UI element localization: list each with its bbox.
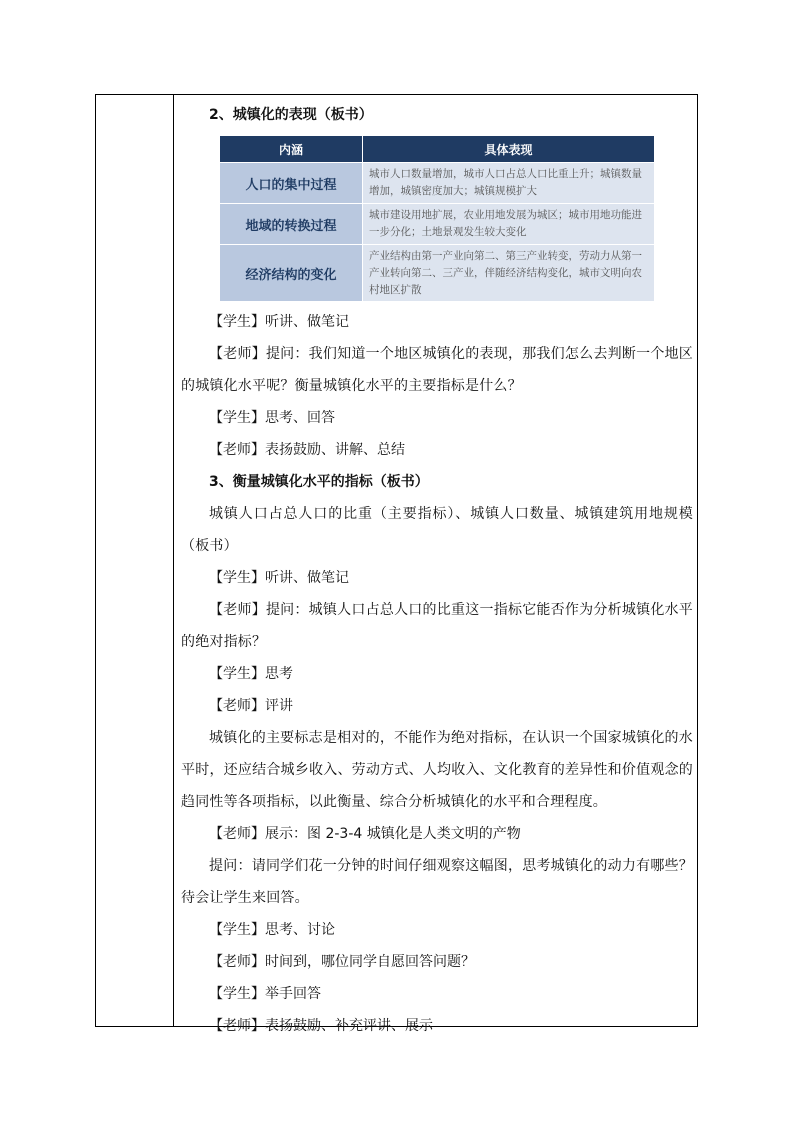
- line-teacher-4: 【老师】展示：图 2-3-4 城镇化是人类文明的产物: [209, 826, 521, 842]
- table-row: [220, 245, 655, 302]
- line-teacher-5: 【老师】时间到，哪位同学自愿回答问题？: [209, 954, 475, 970]
- indicator-paragraph: 城镇人口占总人口的比重（主要指标）、城镇人口数量、城镇建筑用地规模（板书）: [181, 506, 693, 554]
- line-student-6: 【学生】举手回答: [209, 986, 321, 1002]
- table-row-label: 经济结构的变化: [220, 245, 363, 302]
- line-teacher-6: 【老师】表扬鼓励、补充评讲、展示: [209, 1018, 433, 1034]
- table-row-desc: 城市建设用地扩展，农业用地发展为城区；城市用地功能进一步分化；土地景观发生较大变化: [363, 204, 655, 245]
- line-teacher-question-1: 【老师】提问：我们知道一个地区城镇化的表现，那我们怎么去判断一个地区的城镇化水平呢？衡量城镇化水平的主要指标是什么？: [181, 346, 693, 394]
- urbanization-table: [219, 135, 655, 302]
- table-row-desc: 城市人口数量增加，城市人口占总人口比重上升；城镇数量增加，城镇密度加大；城镇规模扩大: [363, 163, 655, 204]
- line-teacher-3: 【老师】评讲: [209, 698, 293, 714]
- table-row: [220, 204, 655, 245]
- question-paragraph: 提问：请同学们花一分钟的时间仔细观察这幅图，思考城镇化的动力有哪些？待会让学生来回答。: [181, 858, 693, 906]
- table-row-label: 地域的转换过程: [220, 204, 363, 245]
- table-row-desc: 产业结构由第一产业向第二、第三产业转变，劳动力从第一产业转向第二、三产业，伴随经济结构变化，城市文明向农村地区扩散: [363, 245, 655, 302]
- line-teacher-2: 【老师】表扬鼓励、讲解、总结: [209, 442, 405, 458]
- line-teacher-question-2: 【老师】提问：城镇人口占总人口的比重这一指标它能否作为分析城镇化水平的绝对指标？: [181, 602, 693, 650]
- line-student-1: 【学生】听讲、做笔记: [209, 314, 349, 330]
- line-student-3: 【学生】听讲、做笔记: [209, 570, 349, 586]
- line-student-5: 【学生】思考、讨论: [209, 922, 335, 938]
- lesson-table-frame: [95, 94, 698, 1034]
- line-student-2: 【学生】思考、回答: [209, 410, 335, 426]
- line-student-4: 【学生】思考: [209, 666, 293, 682]
- table-row-label: 人口的集中过程: [220, 163, 363, 204]
- table-row: [220, 163, 655, 204]
- table-header-connotation: 内涵: [220, 136, 363, 163]
- table-header-manifestation: 具体表现: [363, 136, 655, 163]
- section-heading-3: 3、衡量城镇化水平的指标（板书）: [209, 474, 429, 490]
- section-heading-2: 2、城镇化的表现（板书）: [209, 107, 373, 123]
- column-divider: [173, 95, 174, 1026]
- explanation-paragraph: 城镇化的主要标志是相对的，不能作为绝对指标，在认识一个国家城镇化的水平时，还应结合城乡收入、劳动方式、人均收入、文化教育的差异性和价值观念的趋同性等各项指标，以此衡量、综合分析城镇化的水平和合理程度。: [181, 730, 693, 810]
- lesson-content: [181, 99, 693, 1042]
